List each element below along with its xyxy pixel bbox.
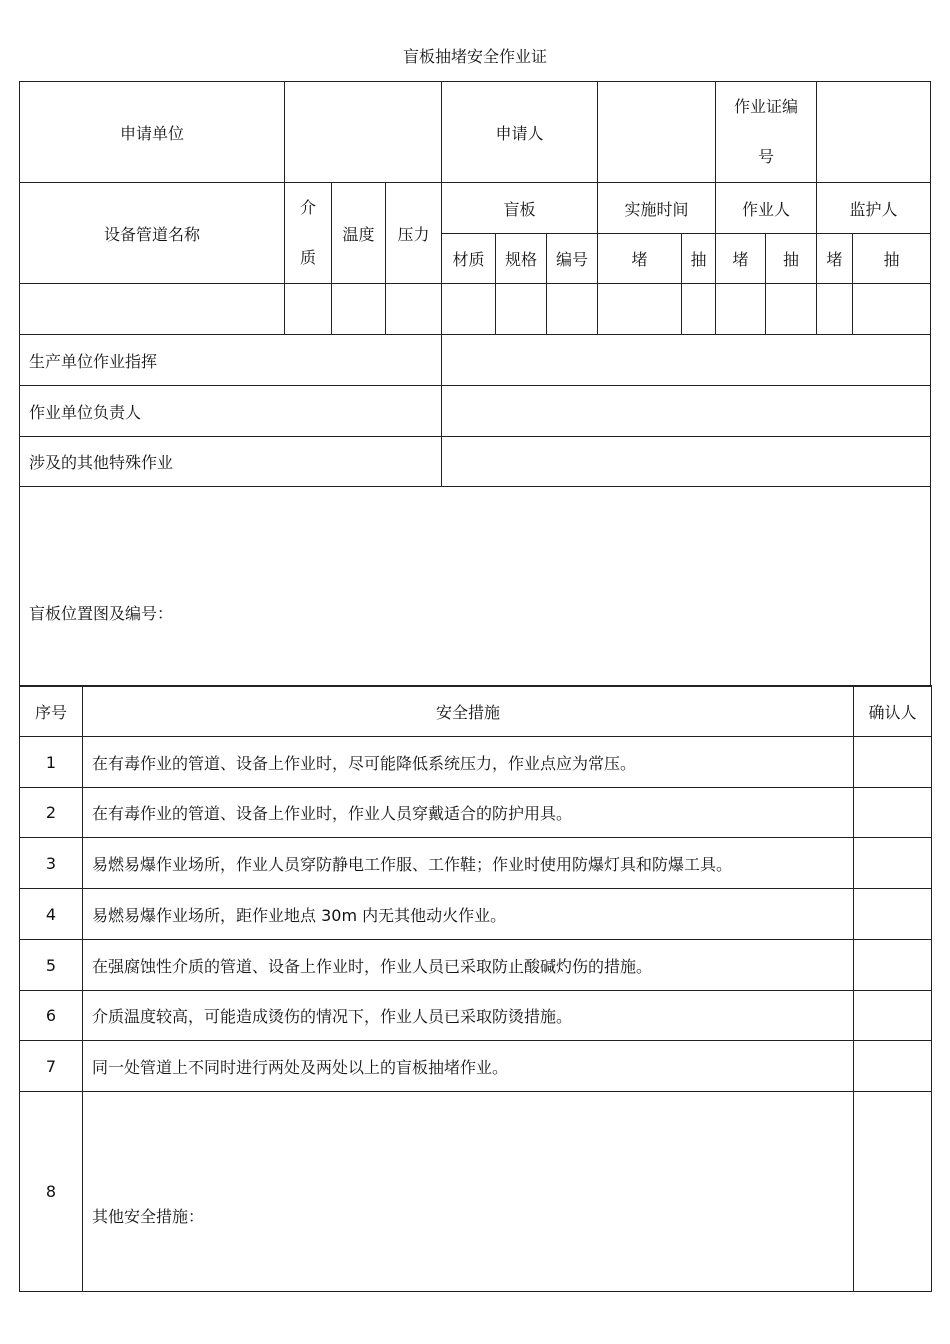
spec-field[interactable] — [496, 284, 547, 335]
measure-text: 在有毒作业的管道、设备上作业时，尽可能降低系统压力，作业点应为常压。 — [83, 737, 854, 788]
operator-extract-label: 抽 — [766, 234, 817, 284]
number-field[interactable] — [547, 284, 598, 335]
impl-extract-label: 抽 — [682, 234, 716, 284]
other-measures-label: 其他安全措施： — [92, 1206, 205, 1226]
material-label: 材质 — [442, 234, 496, 284]
form-title: 盲板抽堵安全作业证 — [402, 47, 547, 66]
applicant-label: 申请人 — [442, 82, 598, 183]
other-special-work-label: 涉及的其他特殊作业 — [20, 437, 442, 487]
operator-label: 作业人 — [716, 183, 817, 234]
measure-text: 易燃易爆作业场所，作业人员穿防静电工作服、工作鞋；作业时使用防爆灯具和防爆工具。 — [83, 838, 854, 889]
confirm-field[interactable] — [854, 940, 932, 991]
row-number: 7 — [20, 1041, 83, 1092]
col-no-header: 序号 — [20, 686, 83, 737]
applicant-unit-label: 申请单位 — [20, 82, 285, 183]
impl-time-label: 实施时间 — [598, 183, 716, 234]
measure-text: 在强腐蚀性介质的管道、设备上作业时，作业人员已采取防止酸碱灼伤的措施。 — [83, 940, 854, 991]
impl-plug-field[interactable] — [598, 284, 682, 335]
medium-label-line1: 介 — [299, 198, 316, 217]
applicant-field[interactable] — [598, 82, 716, 183]
temperature-field[interactable] — [332, 284, 386, 335]
permit-number-label-line2: 号 — [758, 147, 775, 166]
confirm-field[interactable] — [854, 788, 932, 838]
material-field[interactable] — [442, 284, 496, 335]
confirm-field[interactable] — [854, 991, 932, 1041]
spec-label: 规格 — [496, 234, 547, 284]
number-label: 编号 — [547, 234, 598, 284]
blind-position-label: 盲板位置图及编号： — [29, 603, 174, 623]
equipment-name-label: 设备管道名称 — [20, 183, 285, 284]
table-row — [20, 1041, 932, 1092]
permit-number-field[interactable] — [817, 82, 931, 183]
production-commander-field[interactable] — [442, 335, 931, 386]
production-commander-label: 生产单位作业指挥 — [20, 335, 442, 386]
table-row — [20, 788, 932, 838]
measure-text: 易燃易爆作业场所，距作业地点 30m 内无其他动火作业。 — [83, 889, 854, 940]
other-measures-row — [20, 1092, 932, 1292]
medium-label — [285, 183, 332, 284]
table-row — [20, 991, 932, 1041]
other-special-work-field[interactable] — [442, 437, 931, 487]
medium-label-line2: 质 — [299, 248, 316, 267]
confirm-field[interactable] — [854, 737, 932, 788]
measure-text: 同一处管道上不同时进行两处及两处以上的盲板抽堵作业。 — [83, 1041, 854, 1092]
operator-extract-field[interactable] — [766, 284, 817, 335]
row-number: 8 — [20, 1092, 83, 1292]
guardian-label: 监护人 — [817, 183, 931, 234]
guardian-extract-field[interactable] — [853, 284, 931, 335]
guardian-plug-label: 堵 — [817, 234, 853, 284]
table-row — [20, 940, 932, 991]
confirm-field[interactable] — [854, 889, 932, 940]
temperature-label: 温度 — [332, 183, 386, 284]
other-measures-field[interactable] — [83, 1092, 854, 1292]
operator-plug-field[interactable] — [716, 284, 766, 335]
applicant-unit-field[interactable] — [285, 82, 442, 183]
confirm-field[interactable] — [854, 1041, 932, 1092]
blind-plate-label: 盲板 — [442, 183, 598, 234]
measure-text: 介质温度较高，可能造成烫伤的情况下，作业人员已采取防烫措施。 — [83, 991, 854, 1041]
pressure-label: 压力 — [386, 183, 442, 284]
confirm-field[interactable] — [854, 1092, 932, 1292]
equipment-entry-row — [20, 284, 931, 335]
measure-text: 在有毒作业的管道、设备上作业时，作业人员穿戴适合的防护用具。 — [83, 788, 854, 838]
table-row — [20, 889, 932, 940]
operator-plug-label: 堵 — [716, 234, 766, 284]
row-number: 3 — [20, 838, 83, 889]
impl-plug-label: 堵 — [598, 234, 682, 284]
col-confirm-header: 确认人 — [854, 686, 932, 737]
row-number: 5 — [20, 940, 83, 991]
row-number: 6 — [20, 991, 83, 1041]
row-number: 4 — [20, 889, 83, 940]
confirm-field[interactable] — [854, 838, 932, 889]
pressure-field[interactable] — [386, 284, 442, 335]
permit-number-label-line1: 作业证编 — [734, 97, 799, 116]
table-row — [20, 838, 932, 889]
row-number: 2 — [20, 788, 83, 838]
blind-position-section[interactable] — [20, 487, 931, 687]
impl-extract-field[interactable] — [682, 284, 716, 335]
col-measure-header: 安全措施 — [83, 686, 854, 737]
medium-field[interactable] — [285, 284, 332, 335]
permit-info-table — [19, 81, 931, 687]
table-row — [20, 737, 932, 788]
equipment-name-field[interactable] — [20, 284, 285, 335]
guardian-plug-field[interactable] — [817, 284, 853, 335]
permit-number-label — [716, 82, 817, 183]
work-unit-leader-label: 作业单位负责人 — [20, 386, 442, 437]
guardian-extract-label: 抽 — [853, 234, 931, 284]
work-unit-leader-field[interactable] — [442, 386, 931, 437]
row-number: 1 — [20, 737, 83, 788]
safety-measures-table — [19, 685, 932, 1292]
